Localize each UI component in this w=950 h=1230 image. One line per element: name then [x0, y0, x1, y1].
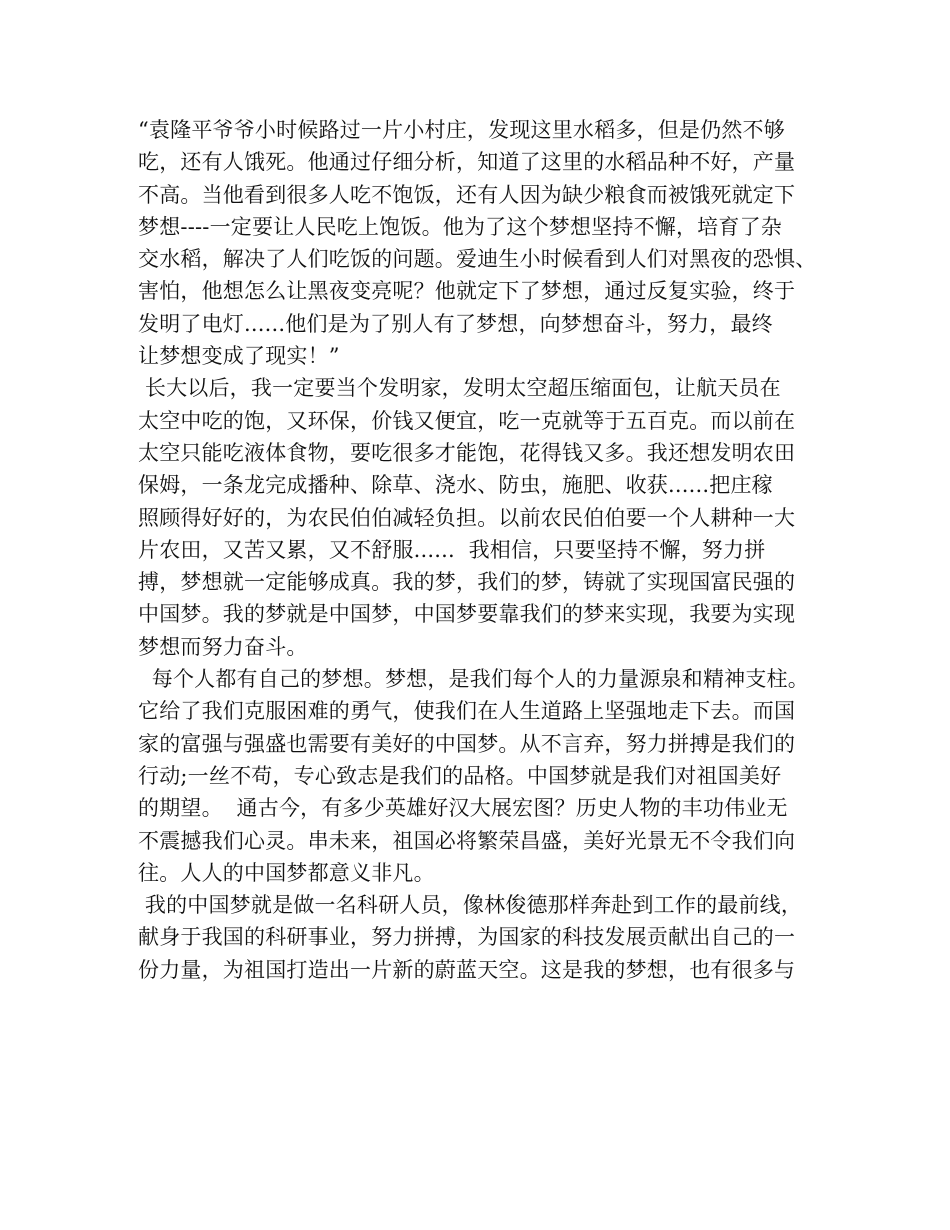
- text-line: 梦想----一定要让人民吃上饱饭。他为了这个梦想坚持不懈，培育了杂: [138, 214, 782, 239]
- text-line: 长大以后，我一定要当个发明家，发明太空超压缩面包，让航天员在: [138, 376, 781, 401]
- text-line: 的期望。 通古今，有多少英雄好汉大展宏图？历史人物的丰功伟业无: [138, 796, 788, 821]
- text-line: 吃，还有人饿死。他通过仔细分析，知道了这里的水稻品种不好，产量: [138, 150, 796, 175]
- text-line: 搏，梦想就一定能够成真。我的梦，我们的梦，铸就了实现国富民强的: [138, 570, 796, 595]
- text-line: 它给了我们克服困难的勇气，使我们在人生道路上坚强地走下去。而国: [138, 699, 796, 724]
- text-line: 中国梦。我的梦就是中国梦，中国梦要靠我们的梦来实现，我要为实现: [138, 602, 796, 627]
- text-line: 让梦想变成了现实！”: [138, 344, 340, 369]
- text-line: 梦想而努力奋斗。: [138, 634, 308, 659]
- text-line: 害怕，他想怎么让黑夜变亮呢？他就定下了梦想，通过反复实验，终于: [138, 279, 796, 304]
- text-line: 行动;一丝不苟，专心致志是我们的品格。中国梦就是我们对祖国美好: [138, 763, 782, 788]
- text-line: 发明了电灯......他们是为了别人有了梦想，向梦想奋斗，努力，最终: [138, 311, 773, 336]
- text-line: 片农田，又苦又累，又不舒服...... 我相信，只要坚持不懈，努力拼: [138, 537, 766, 562]
- text-line: 保姆，一条龙完成播种、除草、浇水、防虫，施肥、收获......把庄稼: [138, 473, 773, 498]
- text-line: 太空只能吃液体食物，要吃很多才能饱，花得钱又多。我还想发明农田: [138, 440, 796, 465]
- text-line: 每个人都有自己的梦想。梦想，是我们每个人的力量源泉和精神支柱。: [138, 667, 809, 692]
- text-line: 交水稻，解决了人们吃饭的问题。爱迪生小时候看到人们对黑夜的恐惧、: [138, 247, 817, 272]
- text-line: 照顾得好好的，为农民伯伯减轻负担。以前农民伯伯要一个人耕种一大: [138, 505, 796, 530]
- text-line: 不高。当他看到很多人吃不饱饭，还有人因为缺少粮食而被饿死就定下: [138, 182, 796, 207]
- text-line: 不震撼我们心灵。串未来，祖国必将繁荣昌盛，美好光景无不令我们向: [138, 828, 796, 853]
- text-line: 献身于我国的科研事业，努力拼搏，为国家的科技发展贡献出自己的一: [138, 925, 796, 950]
- text-line: “袁隆平爷爷小时候路过一片小村庄，发现这里水稻多，但是仍然不够: [138, 118, 785, 142]
- text-line: 太空中吃的饱，又环保，价钱又便宜，吃一克就等于五百克。而以前在: [138, 408, 796, 433]
- text-line: 往。人人的中国梦都意义非凡。: [138, 860, 435, 885]
- text-line: 家的富强与强盛也需要有美好的中国梦。从不言弃，努力拼搏是我们的: [138, 731, 796, 756]
- text-line: 份力量，为祖国打造出一片新的蔚蓝天空。这是我的梦想，也有很多与: [138, 957, 796, 982]
- body-text: [138, 114, 828, 986]
- text-line: 我的中国梦就是做一名科研人员，像林俊德那样奔赴到工作的最前线，: [138, 893, 803, 918]
